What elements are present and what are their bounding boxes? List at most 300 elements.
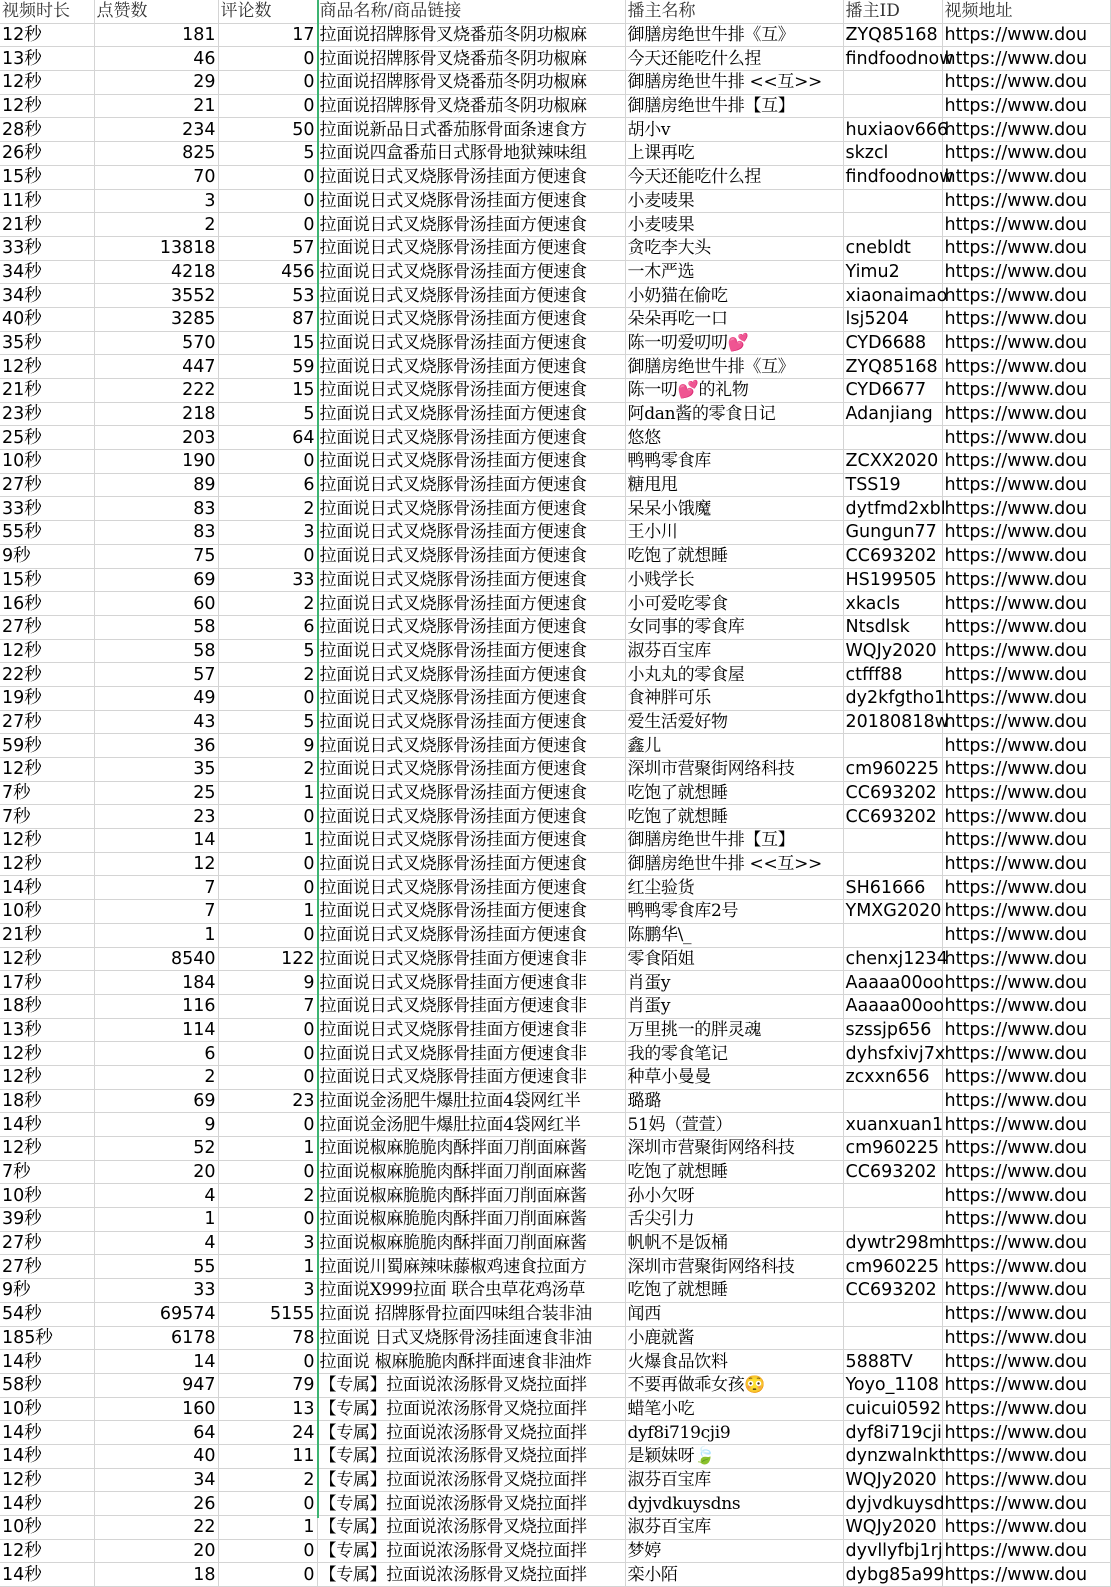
streamer-id-cell[interactable] [843,852,942,876]
video-url-cell[interactable]: https://www.dou [942,71,1110,95]
likes-cell[interactable]: 1 [94,1208,218,1232]
streamer-name-cell[interactable]: 闻西 [625,1302,843,1326]
duration-cell[interactable]: 10秒 [0,1516,94,1540]
duration-cell[interactable]: 13秒 [0,1018,94,1042]
duration-cell[interactable]: 12秒 [0,94,94,118]
video-url-cell[interactable]: https://www.dou [942,710,1110,734]
product-cell[interactable]: 拉面说日式叉烧豚骨汤挂面方便速食 [317,568,625,592]
product-cell[interactable]: 拉面说日式叉烧豚骨汤挂面方便速食 [317,189,625,213]
streamer-name-cell[interactable]: dyjvdkuysdns [625,1492,843,1516]
video-url-cell[interactable]: https://www.dou [942,1516,1110,1540]
likes-cell[interactable]: 2 [94,1065,218,1089]
video-url-cell[interactable]: https://www.dou [942,1350,1110,1374]
streamer-id-cell[interactable]: CYD6677 [843,379,942,403]
video-url-cell[interactable]: https://www.dou [942,876,1110,900]
comments-cell[interactable]: 0 [218,1113,317,1137]
streamer-name-cell[interactable]: 小可爱吃零食 [625,592,843,616]
duration-cell[interactable]: 22秒 [0,663,94,687]
likes-cell[interactable]: 23 [94,805,218,829]
comments-cell[interactable]: 1 [218,1516,317,1540]
likes-cell[interactable]: 58 [94,639,218,663]
video-url-cell[interactable]: https://www.dou [942,1373,1110,1397]
streamer-id-cell[interactable]: CYD6688 [843,331,942,355]
streamer-name-cell[interactable]: 淑芬百宝库 [625,1468,843,1492]
streamer-id-cell[interactable] [843,189,942,213]
streamer-name-cell[interactable]: 鸭鸭零食库2号 [625,900,843,924]
product-cell[interactable]: 拉面说X999拉面 联合虫草花鸡汤草 [317,1279,625,1303]
streamer-id-cell[interactable]: TSS19 [843,473,942,497]
product-cell[interactable]: 拉面说日式叉烧豚骨汤挂面方便速食 [317,876,625,900]
streamer-id-cell[interactable]: CC693202 [843,805,942,829]
comments-cell[interactable]: 50 [218,118,317,142]
duration-cell[interactable]: 27秒 [0,473,94,497]
video-url-cell[interactable]: https://www.dou [942,805,1110,829]
streamer-id-cell[interactable]: HS199505 [843,568,942,592]
streamer-id-cell[interactable]: cm960225 [843,758,942,782]
column-header[interactable]: 视频时长 [0,0,94,23]
likes-cell[interactable]: 83 [94,497,218,521]
likes-cell[interactable]: 49 [94,686,218,710]
column-header[interactable]: 视频地址 [942,0,1110,23]
streamer-name-cell[interactable]: 淑芬百宝库 [625,639,843,663]
comments-cell[interactable]: 9 [218,734,317,758]
comments-cell[interactable]: 9 [218,971,317,995]
duration-cell[interactable]: 27秒 [0,1255,94,1279]
likes-cell[interactable]: 3552 [94,284,218,308]
streamer-id-cell[interactable]: dybg85a99 [843,1563,942,1587]
product-cell[interactable]: 拉面说椒麻脆脆肉酥拌面刀削面麻酱 [317,1137,625,1161]
likes-cell[interactable]: 184 [94,971,218,995]
video-url-cell[interactable]: https://www.dou [942,402,1110,426]
likes-cell[interactable]: 190 [94,450,218,474]
video-url-cell[interactable]: https://www.dou [942,971,1110,995]
streamer-id-cell[interactable]: cm960225 [843,1137,942,1161]
comments-cell[interactable]: 0 [218,189,317,213]
streamer-id-cell[interactable]: xkacls [843,592,942,616]
streamer-name-cell[interactable]: 陈一叨爱叨叨💕 [625,331,843,355]
product-cell[interactable]: 拉面说日式叉烧豚骨汤挂面方便速食 [317,592,625,616]
streamer-id-cell[interactable]: Aaaaa00oo [843,994,942,1018]
likes-cell[interactable]: 58 [94,615,218,639]
column-header[interactable]: 商品名称/商品链接 [317,0,625,23]
duration-cell[interactable]: 11秒 [0,189,94,213]
likes-cell[interactable]: 60 [94,592,218,616]
likes-cell[interactable]: 69 [94,1089,218,1113]
streamer-name-cell[interactable]: 蜡笔小吃 [625,1397,843,1421]
comments-cell[interactable]: 0 [218,1563,317,1587]
streamer-id-cell[interactable]: Aaaaa00oo [843,971,942,995]
product-cell[interactable]: 拉面说日式叉烧豚骨汤挂面方便速食 [317,473,625,497]
product-cell[interactable]: 拉面说日式叉烧豚骨汤挂面方便速食 [317,497,625,521]
video-url-cell[interactable]: https://www.dou [942,1279,1110,1303]
streamer-name-cell[interactable]: 御膳房绝世牛排《互》 [625,355,843,379]
video-url-cell[interactable]: https://www.dou [942,355,1110,379]
streamer-id-cell[interactable]: cnebldt [843,236,942,260]
product-cell[interactable]: 【专属】拉面说浓汤豚骨叉烧拉面拌 [317,1516,625,1540]
streamer-name-cell[interactable]: 今天还能吃什么捏 [625,47,843,71]
duration-cell[interactable]: 12秒 [0,829,94,853]
product-cell[interactable]: 拉面说椒麻脆脆肉酥拌面刀削面麻酱 [317,1160,625,1184]
product-cell[interactable]: 拉面说日式叉烧豚骨汤挂面方便速食 [317,260,625,284]
product-cell[interactable]: 拉面说日式叉烧豚骨挂面方便速食非 [317,1018,625,1042]
streamer-id-cell[interactable]: Adanjiang [843,402,942,426]
likes-cell[interactable]: 447 [94,355,218,379]
streamer-name-cell[interactable]: 王小川 [625,521,843,545]
video-url-cell[interactable]: https://www.dou [942,1065,1110,1089]
streamer-id-cell[interactable]: szssjp656 [843,1018,942,1042]
comments-cell[interactable]: 57 [218,236,317,260]
duration-cell[interactable]: 14秒 [0,876,94,900]
comments-cell[interactable]: 5 [218,142,317,166]
video-url-cell[interactable]: https://www.dou [942,734,1110,758]
comments-cell[interactable]: 2 [218,1468,317,1492]
streamer-id-cell[interactable]: xuanxuan1 [843,1113,942,1137]
likes-cell[interactable]: 89 [94,473,218,497]
duration-cell[interactable]: 39秒 [0,1208,94,1232]
video-url-cell[interactable]: https://www.dou [942,426,1110,450]
streamer-name-cell[interactable]: 鸭鸭零食库 [625,450,843,474]
product-cell[interactable]: 拉面说日式叉烧豚骨汤挂面方便速食 [317,852,625,876]
comments-cell[interactable]: 0 [218,1539,317,1563]
product-cell[interactable]: 拉面说日式叉烧豚骨汤挂面方便速食 [317,284,625,308]
video-url-cell[interactable]: https://www.dou [942,592,1110,616]
comments-cell[interactable]: 5 [218,402,317,426]
streamer-name-cell[interactable]: 深圳市营聚街网络科技 [625,758,843,782]
streamer-name-cell[interactable]: 我的零食笔记 [625,1042,843,1066]
streamer-id-cell[interactable]: dyf8i719cji [843,1421,942,1445]
product-cell[interactable]: 拉面说椒麻脆脆肉酥拌面刀削面麻酱 [317,1184,625,1208]
product-cell[interactable]: 拉面说日式叉烧豚骨汤挂面方便速食 [317,639,625,663]
likes-cell[interactable]: 7 [94,900,218,924]
video-url-cell[interactable]: https://www.dou [942,1042,1110,1066]
comments-cell[interactable]: 15 [218,331,317,355]
comments-cell[interactable]: 1 [218,781,317,805]
duration-cell[interactable]: 54秒 [0,1302,94,1326]
likes-cell[interactable]: 22 [94,1516,218,1540]
video-url-cell[interactable]: https://www.dou [942,544,1110,568]
streamer-id-cell[interactable]: ZYQ85168 [843,355,942,379]
streamer-id-cell[interactable]: zcxxn656 [843,1065,942,1089]
product-cell[interactable]: 拉面说日式叉烧豚骨汤挂面方便速食 [317,213,625,237]
product-cell[interactable]: 拉面说椒麻脆脆肉酥拌面刀削面麻酱 [317,1231,625,1255]
likes-cell[interactable]: 4 [94,1231,218,1255]
streamer-name-cell[interactable]: dyf8i719cji9 [625,1421,843,1445]
video-url-cell[interactable]: https://www.dou [942,1326,1110,1350]
product-cell[interactable]: 拉面说招牌豚骨叉烧番茄冬阴功椒麻 [317,47,625,71]
comments-cell[interactable]: 1 [218,1255,317,1279]
column-header[interactable]: 点赞数 [94,0,218,23]
streamer-name-cell[interactable]: 小贱学长 [625,568,843,592]
likes-cell[interactable]: 1 [94,923,218,947]
product-cell[interactable]: 拉面说新品日式番茄豚骨面条速食方 [317,118,625,142]
likes-cell[interactable]: 33 [94,1279,218,1303]
comments-cell[interactable]: 3 [218,521,317,545]
video-url-cell[interactable]: https://www.dou [942,1563,1110,1587]
product-cell[interactable]: 拉面说日式叉烧豚骨挂面方便速食非 [317,1042,625,1066]
product-cell[interactable]: 拉面说招牌豚骨叉烧番茄冬阴功椒麻 [317,71,625,95]
video-url-cell[interactable]: https://www.dou [942,994,1110,1018]
streamer-name-cell[interactable]: 零食陌姐 [625,947,843,971]
comments-cell[interactable]: 0 [218,686,317,710]
streamer-name-cell[interactable]: 不要再做乖女孩😳 [625,1373,843,1397]
video-url-cell[interactable]: https://www.dou [942,1018,1110,1042]
duration-cell[interactable]: 7秒 [0,805,94,829]
streamer-name-cell[interactable]: 孙小欠呀 [625,1184,843,1208]
duration-cell[interactable]: 7秒 [0,1160,94,1184]
product-cell[interactable]: 拉面说川蜀麻辣味藤椒鸡速食拉面方 [317,1255,625,1279]
comments-cell[interactable]: 0 [218,213,317,237]
duration-cell[interactable]: 12秒 [0,639,94,663]
duration-cell[interactable]: 23秒 [0,402,94,426]
likes-cell[interactable]: 114 [94,1018,218,1042]
product-cell[interactable]: 拉面说日式叉烧豚骨挂面方便速食非 [317,1065,625,1089]
streamer-name-cell[interactable]: 舌尖引力 [625,1208,843,1232]
duration-cell[interactable]: 59秒 [0,734,94,758]
product-cell[interactable]: 拉面说日式叉烧豚骨汤挂面方便速食 [317,236,625,260]
product-cell[interactable]: 【专属】拉面说浓汤豚骨叉烧拉面拌 [317,1468,625,1492]
duration-cell[interactable]: 28秒 [0,118,94,142]
comments-cell[interactable]: 122 [218,947,317,971]
streamer-id-cell[interactable] [843,213,942,237]
video-url-cell[interactable]: https://www.dou [942,47,1110,71]
streamer-name-cell[interactable]: 梦婷 [625,1539,843,1563]
likes-cell[interactable]: 9 [94,1113,218,1137]
product-cell[interactable]: 【专属】拉面说浓汤豚骨叉烧拉面拌 [317,1421,625,1445]
comments-cell[interactable]: 64 [218,426,317,450]
likes-cell[interactable]: 29 [94,71,218,95]
comments-cell[interactable]: 2 [218,592,317,616]
duration-cell[interactable]: 19秒 [0,686,94,710]
comments-cell[interactable]: 0 [218,1350,317,1374]
video-url-cell[interactable]: https://www.dou [942,23,1110,47]
video-url-cell[interactable]: https://www.dou [942,213,1110,237]
streamer-id-cell[interactable]: findfoodnow [843,165,942,189]
product-cell[interactable]: 拉面说日式叉烧豚骨挂面方便速食非 [317,947,625,971]
product-cell[interactable]: 拉面说 日式叉烧豚骨汤挂面速食非油 [317,1326,625,1350]
video-url-cell[interactable]: https://www.dou [942,331,1110,355]
likes-cell[interactable]: 75 [94,544,218,568]
comments-cell[interactable]: 2 [218,497,317,521]
likes-cell[interactable]: 8540 [94,947,218,971]
product-cell[interactable]: 拉面说招牌豚骨叉烧番茄冬阴功椒麻 [317,94,625,118]
streamer-id-cell[interactable]: xiaonaimao [843,284,942,308]
product-cell[interactable]: 拉面说日式叉烧豚骨汤挂面方便速食 [317,544,625,568]
video-url-cell[interactable]: https://www.dou [942,189,1110,213]
duration-cell[interactable]: 18秒 [0,1089,94,1113]
streamer-name-cell[interactable]: 吃饱了就想睡 [625,1160,843,1184]
duration-cell[interactable]: 34秒 [0,284,94,308]
comments-cell[interactable]: 59 [218,355,317,379]
streamer-id-cell[interactable] [843,71,942,95]
video-url-cell[interactable]: https://www.dou [942,1208,1110,1232]
comments-cell[interactable]: 5155 [218,1302,317,1326]
streamer-id-cell[interactable]: skzcl [843,142,942,166]
comments-cell[interactable]: 0 [218,876,317,900]
product-cell[interactable]: 拉面说日式叉烧豚骨汤挂面方便速食 [317,165,625,189]
streamer-id-cell[interactable]: WQJy2020 [843,1516,942,1540]
likes-cell[interactable]: 116 [94,994,218,1018]
streamer-name-cell[interactable]: 吃饱了就想睡 [625,1279,843,1303]
streamer-id-cell[interactable] [843,829,942,853]
comments-cell[interactable]: 15 [218,379,317,403]
streamer-id-cell[interactable]: CC693202 [843,1279,942,1303]
streamer-id-cell[interactable]: YMXG2020 [843,900,942,924]
video-url-cell[interactable]: https://www.dou [942,900,1110,924]
product-cell[interactable]: 拉面说金汤肥牛爆肚拉面4袋网红半 [317,1113,625,1137]
product-cell[interactable]: 【专属】拉面说浓汤豚骨叉烧拉面拌 [317,1397,625,1421]
video-url-cell[interactable]: https://www.dou [942,1302,1110,1326]
video-url-cell[interactable]: https://www.dou [942,1255,1110,1279]
product-cell[interactable]: 拉面说日式叉烧豚骨汤挂面方便速食 [317,686,625,710]
likes-cell[interactable]: 52 [94,1137,218,1161]
streamer-name-cell[interactable]: 小麦唛果 [625,189,843,213]
duration-cell[interactable]: 16秒 [0,592,94,616]
likes-cell[interactable]: 40 [94,1444,218,1468]
duration-cell[interactable]: 12秒 [0,852,94,876]
likes-cell[interactable]: 20 [94,1160,218,1184]
product-cell[interactable]: 【专属】拉面说浓汤豚骨叉烧拉面拌 [317,1444,625,1468]
streamer-name-cell[interactable]: 吃饱了就想睡 [625,544,843,568]
product-cell[interactable]: 拉面说日式叉烧豚骨汤挂面方便速食 [317,829,625,853]
comments-cell[interactable]: 0 [218,1160,317,1184]
product-cell[interactable]: 拉面说日式叉烧豚骨汤挂面方便速食 [317,663,625,687]
streamer-id-cell[interactable]: ctfff88 [843,663,942,687]
video-url-cell[interactable]: https://www.dou [942,1468,1110,1492]
streamer-name-cell[interactable]: 吃饱了就想睡 [625,781,843,805]
streamer-name-cell[interactable]: 深圳市营聚街网络科技 [625,1255,843,1279]
streamer-name-cell[interactable]: 今天还能吃什么捏 [625,165,843,189]
comments-cell[interactable]: 1 [218,900,317,924]
video-url-cell[interactable]: https://www.dou [942,1421,1110,1445]
likes-cell[interactable]: 20 [94,1539,218,1563]
product-cell[interactable]: 【专属】拉面说浓汤豚骨叉烧拉面拌 [317,1492,625,1516]
duration-cell[interactable]: 7秒 [0,781,94,805]
comments-cell[interactable]: 0 [218,544,317,568]
streamer-name-cell[interactable]: 小麦唛果 [625,213,843,237]
video-url-cell[interactable]: https://www.dou [942,686,1110,710]
duration-cell[interactable]: 12秒 [0,1468,94,1492]
product-cell[interactable]: 拉面说日式叉烧豚骨汤挂面方便速食 [317,355,625,379]
duration-cell[interactable]: 21秒 [0,379,94,403]
likes-cell[interactable]: 7 [94,876,218,900]
comments-cell[interactable]: 0 [218,94,317,118]
duration-cell[interactable]: 12秒 [0,1137,94,1161]
column-header[interactable]: 播主ID [843,0,942,23]
comments-cell[interactable]: 17 [218,23,317,47]
duration-cell[interactable]: 14秒 [0,1421,94,1445]
comments-cell[interactable]: 456 [218,260,317,284]
streamer-id-cell[interactable]: cm960225 [843,1255,942,1279]
duration-cell[interactable]: 58秒 [0,1373,94,1397]
streamer-id-cell[interactable]: CC693202 [843,781,942,805]
duration-cell[interactable]: 10秒 [0,1397,94,1421]
duration-cell[interactable]: 14秒 [0,1113,94,1137]
streamer-name-cell[interactable]: 陈一叨💕的礼物 [625,379,843,403]
duration-cell[interactable]: 12秒 [0,1539,94,1563]
streamer-name-cell[interactable]: 御膳房绝世牛排 <<互>> [625,71,843,95]
comments-cell[interactable]: 2 [218,758,317,782]
streamer-id-cell[interactable]: dynzwalnkt [843,1444,942,1468]
likes-cell[interactable]: 21 [94,94,218,118]
streamer-id-cell[interactable]: lsj5204 [843,307,942,331]
product-cell[interactable]: 拉面说四盒番茄日式豚骨地狱辣味组 [317,142,625,166]
streamer-name-cell[interactable]: 糖甩甩 [625,473,843,497]
comments-cell[interactable]: 24 [218,1421,317,1445]
streamer-id-cell[interactable] [843,734,942,758]
duration-cell[interactable]: 10秒 [0,900,94,924]
streamer-name-cell[interactable]: 朵朵再吃一口 [625,307,843,331]
product-cell[interactable]: 拉面说日式叉烧豚骨汤挂面方便速食 [317,805,625,829]
video-url-cell[interactable]: https://www.dou [942,118,1110,142]
streamer-id-cell[interactable]: WQJy2020 [843,1468,942,1492]
video-url-cell[interactable]: https://www.dou [942,450,1110,474]
duration-cell[interactable]: 21秒 [0,923,94,947]
video-url-cell[interactable]: https://www.dou [942,947,1110,971]
likes-cell[interactable]: 83 [94,521,218,545]
comments-cell[interactable]: 11 [218,1444,317,1468]
streamer-id-cell[interactable]: 5888TV [843,1350,942,1374]
video-url-cell[interactable]: https://www.dou [942,142,1110,166]
streamer-id-cell[interactable] [843,923,942,947]
likes-cell[interactable]: 218 [94,402,218,426]
comments-cell[interactable]: 13 [218,1397,317,1421]
duration-cell[interactable]: 55秒 [0,521,94,545]
product-cell[interactable]: 拉面说日式叉烧豚骨汤挂面方便速食 [317,450,625,474]
streamer-id-cell[interactable]: Gungun77 [843,521,942,545]
streamer-id-cell[interactable]: dyhsfxivj7x [843,1042,942,1066]
comments-cell[interactable]: 3 [218,1231,317,1255]
streamer-name-cell[interactable]: 御膳房绝世牛排 <<互>> [625,852,843,876]
product-cell[interactable]: 拉面说日式叉烧豚骨汤挂面方便速食 [317,615,625,639]
video-url-cell[interactable]: https://www.dou [942,639,1110,663]
streamer-name-cell[interactable]: 食神胖可乐 [625,686,843,710]
video-url-cell[interactable]: https://www.dou [942,379,1110,403]
likes-cell[interactable]: 64 [94,1421,218,1445]
comments-cell[interactable]: 0 [218,1065,317,1089]
video-url-cell[interactable]: https://www.dou [942,284,1110,308]
likes-cell[interactable]: 18 [94,1563,218,1587]
product-cell[interactable]: 拉面说日式叉烧豚骨挂面方便速食非 [317,971,625,995]
likes-cell[interactable]: 36 [94,734,218,758]
product-cell[interactable]: 拉面说日式叉烧豚骨汤挂面方便速食 [317,521,625,545]
duration-cell[interactable]: 14秒 [0,1563,94,1587]
video-url-cell[interactable]: https://www.dou [942,1444,1110,1468]
product-cell[interactable]: 拉面说日式叉烧豚骨汤挂面方便速食 [317,331,625,355]
product-cell[interactable]: 拉面说日式叉烧豚骨汤挂面方便速食 [317,426,625,450]
likes-cell[interactable]: 4 [94,1184,218,1208]
comments-cell[interactable]: 0 [218,1018,317,1042]
streamer-id-cell[interactable]: ZCXX2020 [843,450,942,474]
video-url-cell[interactable]: https://www.dou [942,663,1110,687]
video-url-cell[interactable]: https://www.dou [942,781,1110,805]
product-cell[interactable]: 拉面说日式叉烧豚骨挂面方便速食非 [317,994,625,1018]
duration-cell[interactable]: 14秒 [0,1492,94,1516]
duration-cell[interactable]: 10秒 [0,1184,94,1208]
streamer-id-cell[interactable]: cuicui0592 [843,1397,942,1421]
streamer-name-cell[interactable]: 帆帆不是饭桶 [625,1231,843,1255]
streamer-name-cell[interactable]: 51妈（萱萱） [625,1113,843,1137]
likes-cell[interactable]: 26 [94,1492,218,1516]
duration-cell[interactable]: 12秒 [0,1042,94,1066]
likes-cell[interactable]: 13818 [94,236,218,260]
duration-cell[interactable]: 9秒 [0,544,94,568]
product-cell[interactable]: 拉面说日式叉烧豚骨汤挂面方便速食 [317,379,625,403]
streamer-name-cell[interactable]: 一木严选 [625,260,843,284]
likes-cell[interactable]: 3285 [94,307,218,331]
product-cell[interactable]: 拉面说日式叉烧豚骨汤挂面方便速食 [317,758,625,782]
duration-cell[interactable]: 27秒 [0,615,94,639]
video-url-cell[interactable]: https://www.dou [942,829,1110,853]
